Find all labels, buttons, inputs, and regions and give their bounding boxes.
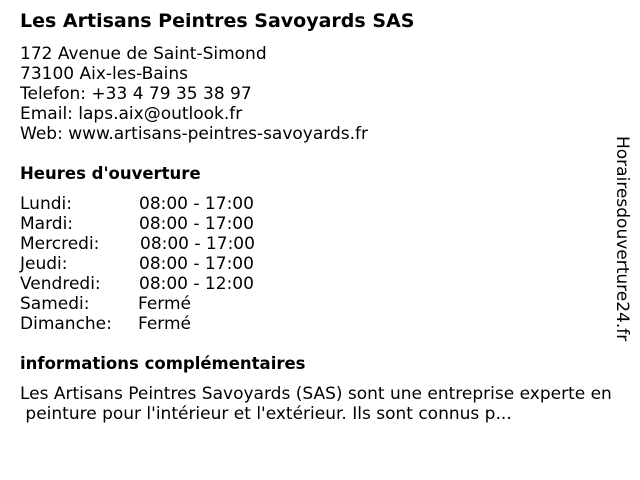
info-text-line2: peinture pour l'intérieur et l'extérieur. Ils sont connus p... [20,404,512,424]
day-label-saturday: Samedi: [20,294,90,314]
hours-saturday: Fermé [138,294,192,314]
hours-wednesday: 08:00 - 17:00 [140,234,255,254]
address-street: 172 Avenue de Saint-Simond [20,44,267,64]
hours-monday: 08:00 - 17:00 [139,194,254,214]
hours-tuesday: 08:00 - 17:00 [139,214,254,234]
hours-heading: Heures d'ouverture [20,164,201,183]
day-label-thursday: Jeudi: [20,254,68,274]
address-city: 73100 Aix-les-Bains [20,64,189,84]
business-name: Les Artisans Peintres Savoyards SAS [20,10,415,32]
day-label-tuesday: Mardi: [20,214,74,234]
hours-sunday: Fermé [138,314,192,334]
day-label-sunday: Dimanche: [20,314,112,334]
watermark-text: Horairesdouverture24.fr [612,136,632,342]
day-label-friday: Vendredi: [20,274,101,294]
day-label-monday: Lundi: [20,194,72,214]
hours-thursday: 08:00 - 17:00 [139,254,254,274]
website-text: Web: www.artisans-peintres-savoyards.fr [20,124,368,144]
hours-friday: 08:00 - 12:00 [139,274,254,294]
day-label-wednesday: Mercredi: [20,234,100,254]
info-text-line1: Les Artisans Peintres Savoyards (SAS) sont une entreprise experte en [20,384,612,404]
phone-text: Telefon: +33 4 79 35 38 97 [20,84,252,104]
info-heading: informations complémentaires [20,354,306,373]
email-text: Email: laps.aix@outlook.fr [20,104,243,124]
